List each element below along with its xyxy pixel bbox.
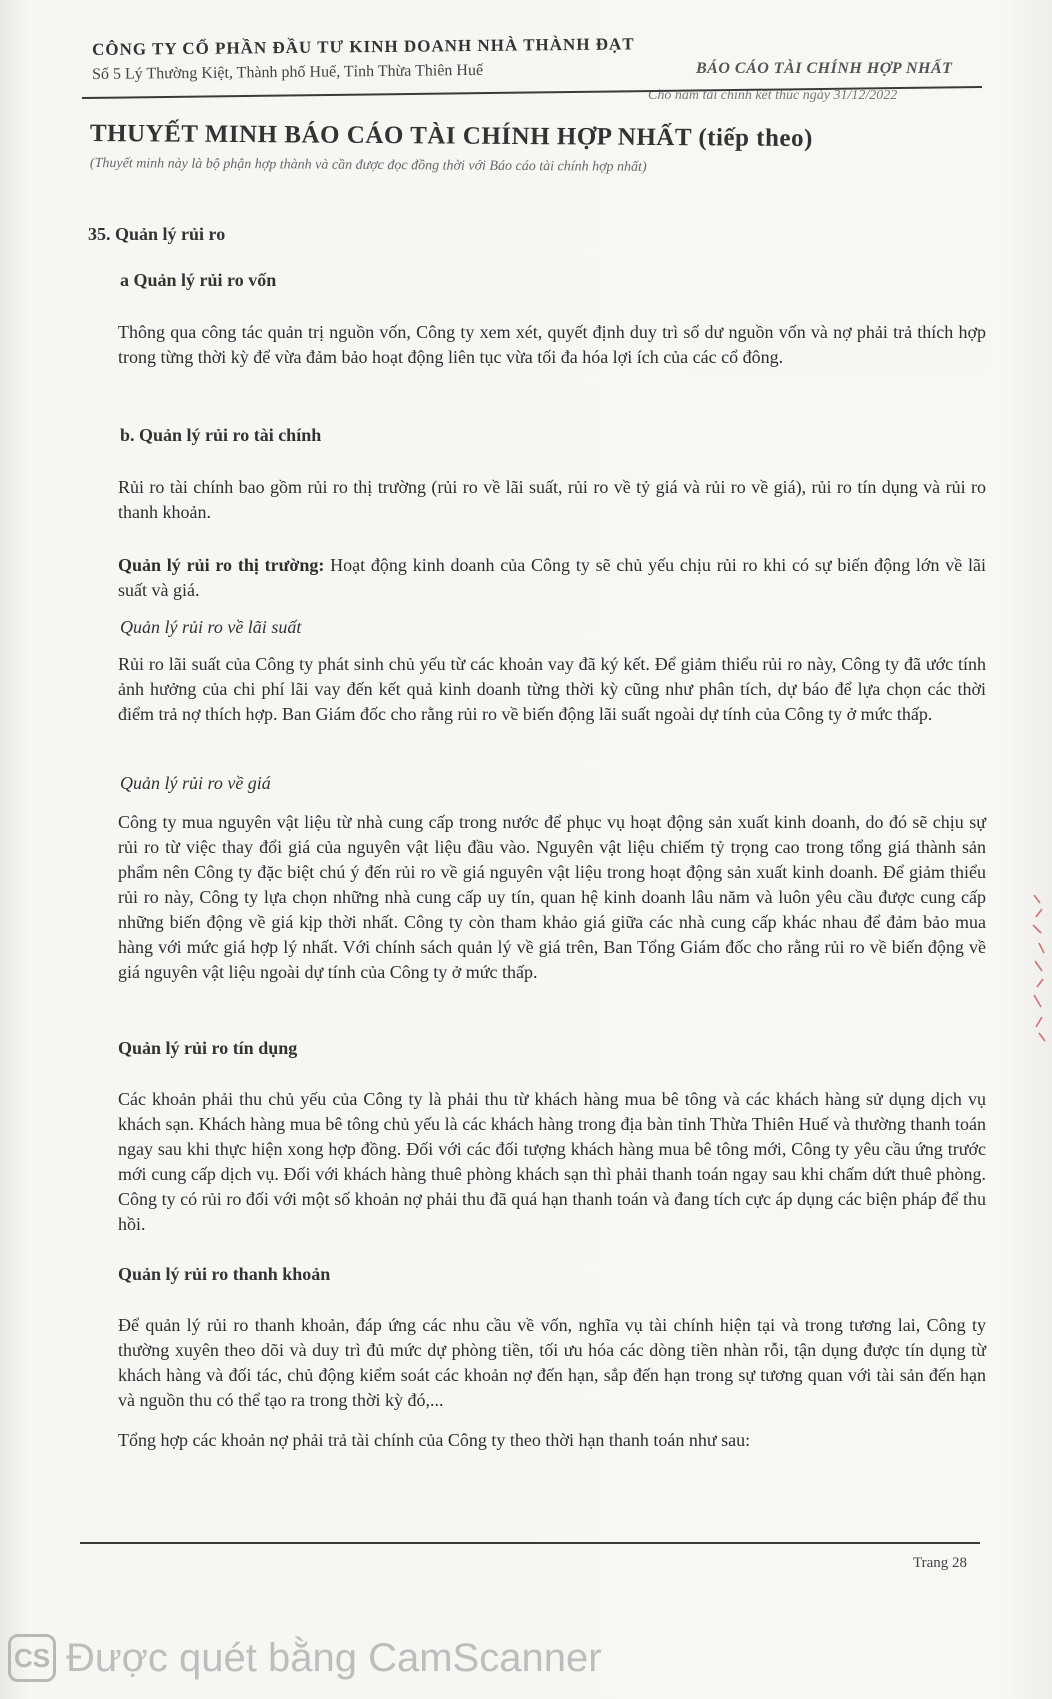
liquidity-risk-heading: Quản lý rủi ro thanh khoản — [118, 1264, 331, 1284]
camscanner-text: Được quét bằng CamScanner — [66, 1635, 602, 1680]
price-risk-heading: Quản lý rủi ro về giá — [120, 773, 271, 793]
red-stamp-mark — [1030, 895, 1048, 1045]
report-period: Cho năm tài chính kết thúc ngày 31/12/2022 — [648, 88, 898, 103]
summary-paragraph: Tổng hợp các khoản nợ phải trả tài chính của Công ty theo thời hạn thanh toán như sau: — [118, 1430, 751, 1450]
camscanner-watermark — [8, 1630, 602, 1686]
credit-risk-heading: Quản lý rủi ro tín dụng — [118, 1038, 298, 1058]
credit-risk-paragraph: Các khoản phải thu chủ yếu của Công ty là phải thu từ khách hàng mua bê tông và các khách hàng sử dụng dịch vụ khách sạn. Khách hàng mua bê tông chủ yếu là các khách hàng trong địa bàn tỉnh Thừa Thiên Huế và thường thanh toán ngay sau khi thực hiện xong hợp đồng. Đối với các đối tượng khách hàng mua bê tông mới, Công ty yêu cầu ứng trước mới cung cấp dịch vụ. Đối với khách hàng thuê phòng khách sạn thì phải thanh toán ngay sau khi chấm dứt thuê phòng. Công ty có rủi ro đối với một số khoản nợ phải thu đã quá hạn thanh toán và đang tích cực áp dụng các biện pháp để thu hồi. — [118, 1089, 986, 1234]
document-title: THUYẾT MINH BÁO CÁO TÀI CHÍNH HỢP NHẤT (tiếp theo) — [89, 120, 813, 153]
liquidity-risk-paragraph: Để quản lý rủi ro thanh khoản, đáp ứng các nhu cầu về vốn, nghĩa vụ tài chính hiện tại và trong tương lai, Công ty thường xuyên theo dõi và duy trì đủ mức dự phòng tiền, tối ưu hóa các dòng tiền nhàn rỗi, tận dụng được tín dụng từ khách hàng và đối tác, chủ động kiểm soát các khoản nợ đến hạn, sắp đến hạn trong sự tương quan với tài sản đến hạn và nguồn thu có thể tạo ra trong thời kỳ đó,... — [118, 1315, 986, 1410]
capital-risk-heading: a Quản lý rủi ro vốn — [120, 270, 277, 290]
company-name: CÔNG TY CỔ PHẦN ĐẦU TƯ KINH DOANH NHÀ THÀNH ĐẠT — [92, 34, 635, 59]
market-risk-paragraph — [118, 553, 986, 603]
interest-risk-heading: Quản lý rủi ro về lãi suất — [120, 617, 302, 637]
market-risk-lead: Quản lý rủi ro thị trường: — [118, 555, 325, 575]
price-risk-paragraph: Công ty mua nguyên vật liệu từ nhà cung cấp trong nước để phục vụ hoạt động sản xuất kinh doanh, do đó sẽ chịu sự rủi ro từ việc thay đổi giá của nguyên vật liệu đầu vào. Nguyên vật liệu chiếm tỷ trọng cao trong tổng giá thành sản phẩm nên Công ty đặc biệt chú ý đến rủi ro về giá nguyên vật liệu trong hoạt động sản xuất kinh doanh. Để giảm thiểu rủi ro này, Công ty lựa chọn những nhà cung cấp uy tín, quan hệ kinh doanh lâu năm và luôn yêu cầu được cung cấp những biến động về giá kịp thời nhất. Công ty còn tham khảo giá giữa các nhà cung cấp khác nhau để đảm bảo mua hàng với mức giá hợp lý nhất. Với chính sách quản lý về giá trên, Ban Tổng Giám đốc cho rằng rủi ro về biến động về giá nguyên vật liệu ngoài dự tính của Công ty ở mức thấp. — [118, 812, 986, 982]
report-name: BÁO CÁO TÀI CHÍNH HỢP NHẤT — [696, 60, 953, 77]
market-risk-text: Hoạt động kinh doanh của Công ty sẽ chủ yếu chịu rủi ro khi có sự biến động lớn về lãi suất và giá. — [118, 555, 986, 600]
document-subtitle: (Thuyết minh này là bộ phận hợp thành và cần được đọc đồng thời với Báo cáo tài chính hợp nhất) — [89, 156, 647, 175]
capital-risk-paragraph: Thông qua công tác quản trị nguồn vốn, Công ty xem xét, quyết định duy trì số dư nguồn vốn và nợ phải trả thích hợp trong từng thời kỳ để vừa đảm bảo hoạt động liên tục vừa tối đa hóa lợi ích của các cổ đông. — [118, 320, 986, 370]
company-address: Số 5 Lý Thường Kiệt, Thành phố Huế, Tỉnh Thừa Thiên Huế — [92, 61, 484, 83]
financial-risk-heading: b. Quản lý rủi ro tài chính — [120, 425, 322, 445]
interest-risk-paragraph: Rủi ro lãi suất của Công ty phát sinh chủ yếu từ các khoản vay đã ký kết. Để giảm thiểu rủi ro này, Công ty đã ước tính ảnh hưởng của chi phí lãi vay đến kết quả kinh doanh từng thời kỳ cũng như phân tích, dự báo để lựa chọn các thời điểm trả nợ thích hợp. Ban Giám đốc cho rằng rủi ro về biến động lãi suất ngoài dự tính của Công ty ở mức thấp. — [118, 654, 986, 724]
footer-divider — [80, 1542, 980, 1544]
camscanner-logo-icon: CS — [8, 1634, 56, 1682]
financial-risk-paragraph: Rủi ro tài chính bao gồm rủi ro thị trường (rủi ro về lãi suất, rủi ro về tỷ giá và rủi ro về giá), rủi ro tín dụng và rủi ro thanh khoản. — [118, 477, 986, 522]
section-title: 35. Quản lý rủi ro — [88, 224, 226, 244]
page-number: Trang 28 — [913, 1555, 968, 1571]
